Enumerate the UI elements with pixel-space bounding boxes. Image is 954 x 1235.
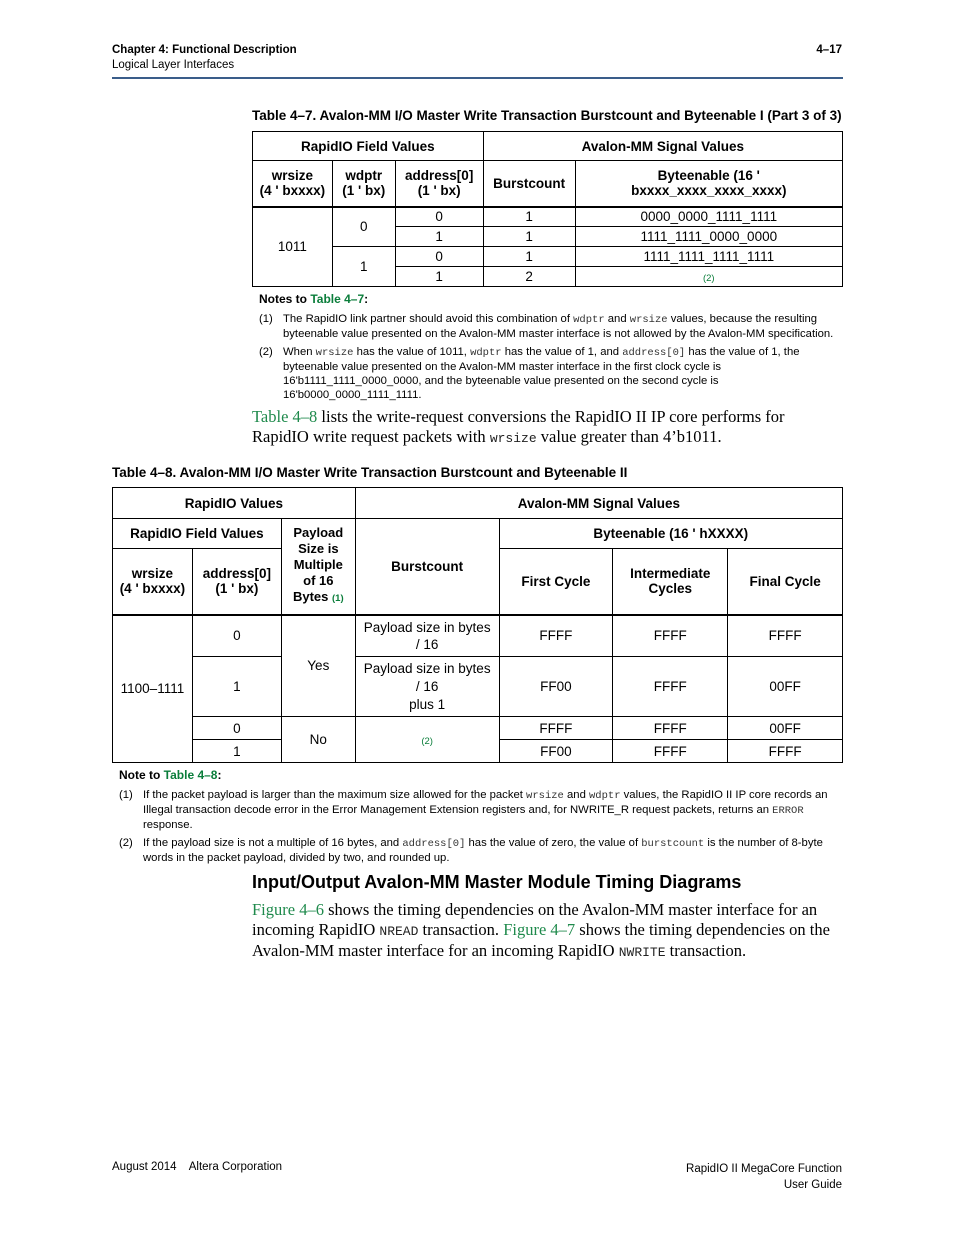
- cell-burstcount: 1: [483, 207, 575, 227]
- cell-address: 0: [395, 247, 483, 267]
- subheader-byteenable: Byteenable (16 ' hXXXX): [499, 519, 842, 549]
- figure-4-7-link[interactable]: Figure 4–7: [503, 919, 576, 939]
- cell-intermediate-cycles: FFFF: [613, 615, 728, 657]
- table-4-8-notes: [119, 768, 839, 869]
- col-header-byteenable: Byteenable (16 ' bxxxx_xxxx_xxxx_xxxx): [575, 161, 842, 207]
- cell-address: 0: [395, 207, 483, 227]
- group-header-avalon-signal-values: Avalon-MM Signal Values: [355, 488, 842, 519]
- cell-final-cycle: 00FF: [728, 657, 843, 717]
- table-4-7: [252, 131, 843, 287]
- cell-burstcount: Payload size in bytes / 16 plus 1: [355, 657, 499, 717]
- header-rule: [112, 77, 843, 79]
- cell-payload-multiple: Yes: [281, 615, 355, 717]
- table-row: [253, 247, 843, 267]
- note-item: (1) The RapidIO link partner should avoid this combination of wdptr and wrsize values, because the resulting byteenable value presented on the Avalon-MM master interface is not allowed by the Avalon-MM specification.: [259, 313, 834, 340]
- col-header-wdptr: wdptr (1 ' bx): [332, 161, 395, 207]
- cell-wrsize: 1100–1111: [113, 615, 193, 763]
- cell-address: 1: [192, 740, 281, 763]
- cell-first-cycle: FF00: [499, 740, 613, 763]
- page-number: 4–17: [816, 44, 842, 56]
- group-header-rapidio-field-values: RapidIO Field Values: [253, 132, 484, 161]
- cell-burstcount: Payload size in bytes / 16: [355, 615, 499, 657]
- table-4-7-link[interactable]: Table 4–7: [310, 292, 365, 306]
- cell-address: 0: [192, 717, 281, 740]
- table-row: [113, 615, 843, 657]
- cell-wdptr: 1: [332, 247, 395, 287]
- cell-first-cycle: FFFF: [499, 615, 613, 657]
- col-header-burstcount: Burstcount: [483, 161, 575, 207]
- notes-heading: Note to Table 4–8:: [119, 768, 222, 782]
- col-header-intermediate-cycles: Intermediate Cycles: [613, 549, 728, 615]
- cell-wrsize: 1011: [253, 207, 333, 287]
- table-4-7-caption: Table 4–7. Avalon-MM I/O Master Write Transaction Burstcount and Byteenable I (Part 3 of 3): [252, 108, 842, 123]
- notes-heading: Notes to Table 4–7:: [259, 292, 369, 306]
- body-paragraph: Table 4–8 lists the write-request conversions the RapidIO II IP core performs for RapidIO write request packets with wrsize value greater than 4’b1011.: [252, 407, 785, 446]
- cell-burstcount: 1: [483, 227, 575, 247]
- note-item: (2) When wrsize has the value of 1011, wdptr has the value of 1, and address[0] has the value of 1, the byteenable value presented on the Avalon-MM master interface in the first clock cycle is 16'b1111_1111_0000_0000, and the byteenable value presented on the second cycle is 16'b0000_0000_1111_1111.: [259, 346, 800, 401]
- cell-address: 1: [395, 227, 483, 247]
- table-4-8-link[interactable]: Table 4–8: [163, 768, 218, 782]
- col-header-burstcount: Burstcount: [355, 519, 499, 615]
- col-header-payload-multiple: Payload Size is Multiple of 16 Bytes (1): [281, 519, 355, 615]
- cell-byteenable: [575, 267, 842, 287]
- col-header-wrsize: wrsize (4 ' bxxxx): [253, 161, 333, 207]
- table-4-8-link[interactable]: Table 4–8: [252, 407, 318, 426]
- footer-document-title: RapidIO II MegaCore Function User Guide: [686, 1163, 842, 1191]
- footnote-ref-link[interactable]: (2): [702, 273, 715, 284]
- col-header-wrsize: wrsize (4 ' bxxxx): [113, 549, 193, 615]
- cell-intermediate-cycles: FFFF: [613, 740, 728, 763]
- cell-byteenable: 1111_1111_0000_0000: [575, 227, 842, 247]
- cell-final-cycle: FFFF: [728, 740, 843, 763]
- section-heading: Input/Output Avalon-MM Master Module Timing Diagrams: [252, 872, 742, 892]
- cell-intermediate-cycles: FFFF: [613, 657, 728, 717]
- cell-final-cycle: FFFF: [728, 615, 843, 657]
- cell-burstcount: 1: [483, 247, 575, 267]
- cell-address: 0: [192, 615, 281, 657]
- cell-burstcount: [355, 717, 499, 763]
- footnote-ref-link[interactable]: (1): [332, 593, 344, 605]
- cell-first-cycle: FF00: [499, 657, 613, 717]
- group-header-rapidio-values: RapidIO Values: [113, 488, 356, 519]
- cell-first-cycle: FFFF: [499, 717, 613, 740]
- note-item: (1) If the packet payload is larger than the maximum size allowed for the packet wrsize and wdptr values, the RapidIO II IP core records an Illegal transaction decode error in the Error Management Extension registers and, for NWRITE_R request packets, returns an ERROR response.: [119, 789, 828, 831]
- table-4-7-notes: [259, 292, 839, 406]
- cell-wdptr: 0: [332, 207, 395, 247]
- cell-address: 1: [192, 657, 281, 717]
- body-paragraph: Figure 4–6 shows the timing dependencies on the Avalon-MM master interface for an incoming RapidIO NREAD transaction. Figure 4–7 shows the timing dependencies on the Avalon-MM master interface for an incoming RapidIO NWRITE transaction.: [252, 900, 830, 960]
- cell-burstcount: 2: [483, 267, 575, 287]
- table-row: [113, 657, 843, 717]
- cell-intermediate-cycles: FFFF: [613, 717, 728, 740]
- cell-byteenable: 0000_0000_1111_1111: [575, 207, 842, 227]
- footnote-ref-link[interactable]: (2): [421, 736, 433, 747]
- running-header-chapter: Chapter 4: Functional Description: [112, 44, 297, 56]
- col-header-final-cycle: Final Cycle: [728, 549, 843, 615]
- cell-byteenable: 1111_1111_1111_1111: [575, 247, 842, 267]
- group-header-avalon-signal-values: Avalon-MM Signal Values: [483, 132, 842, 161]
- table-row: [113, 717, 843, 740]
- col-header-address: address[0] (1 ' bx): [192, 549, 281, 615]
- col-header-first-cycle: First Cycle: [499, 549, 613, 615]
- running-header-section: Logical Layer Interfaces: [112, 59, 235, 71]
- table-4-8: [112, 487, 843, 763]
- cell-final-cycle: 00FF: [728, 717, 843, 740]
- cell-payload-multiple: No: [281, 717, 355, 763]
- table-row: [253, 207, 843, 227]
- subheader-rapidio-field-values: RapidIO Field Values: [113, 519, 282, 549]
- footer-date-company: August 2014 Altera Corporation: [112, 1161, 283, 1173]
- col-header-address: address[0] (1 ' bx): [395, 161, 483, 207]
- figure-4-6-link[interactable]: Figure 4–6: [252, 900, 324, 919]
- note-item: (2) If the payload size is not a multiple of 16 bytes, and address[0] has the value of zero, the value of burstcount is the number of 8-byte words in the packet payload, divided by two, and rounded up.: [119, 837, 823, 864]
- table-4-8-caption: Table 4–8. Avalon-MM I/O Master Write Transaction Burstcount and Byteenable II: [112, 465, 628, 480]
- cell-address: 1: [395, 267, 483, 287]
